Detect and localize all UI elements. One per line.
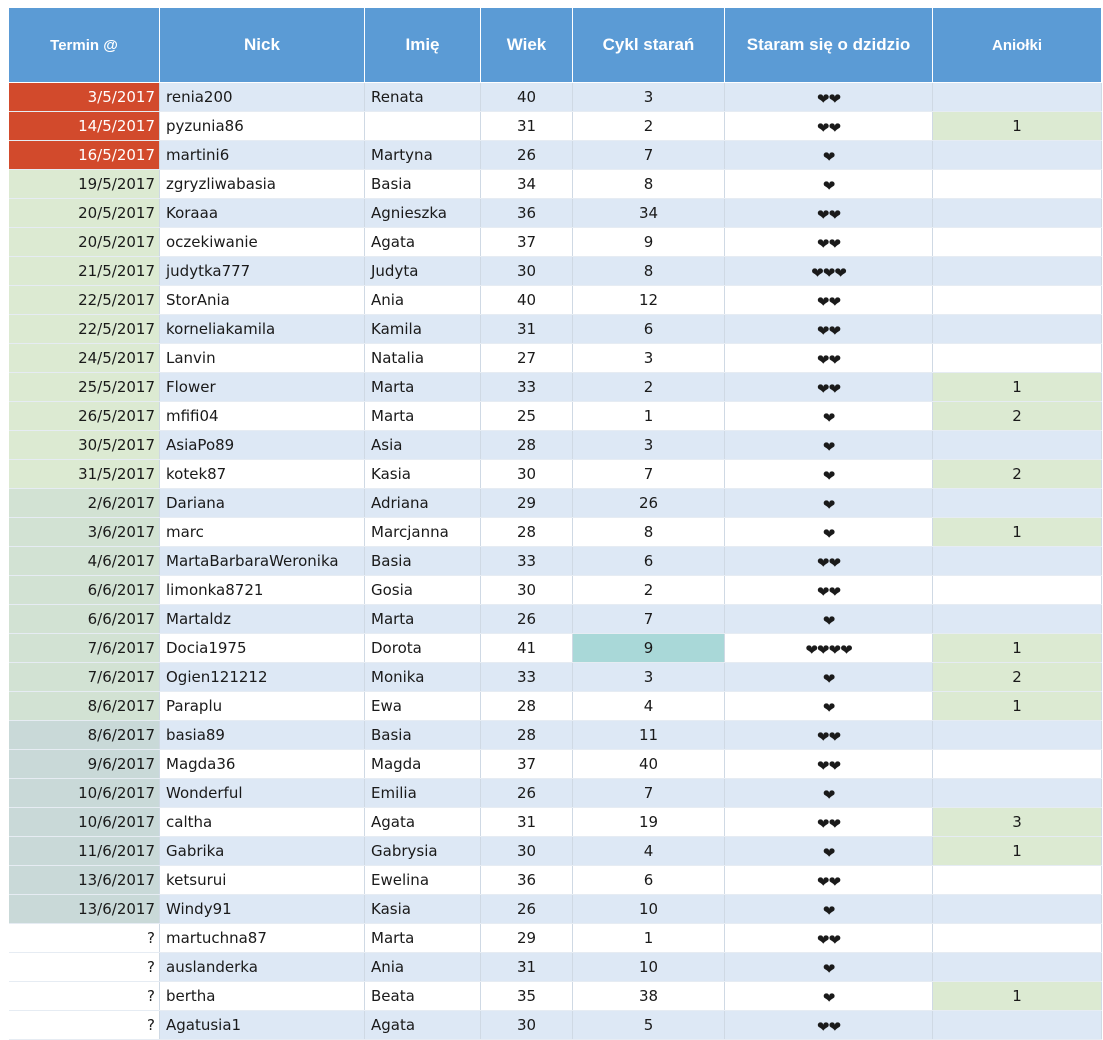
col-header-wiek: Wiek: [481, 8, 573, 83]
cykl-cell: 5: [573, 1011, 725, 1040]
cykl-cell: 6: [573, 547, 725, 576]
cykl-cell: 19: [573, 808, 725, 837]
table-row: [9, 199, 1102, 228]
table-row: [9, 808, 1102, 837]
imie-cell: Basia: [365, 721, 481, 750]
wiek-cell: 27: [481, 344, 573, 373]
aniolki-cell: [933, 141, 1102, 170]
termin-cell: 26/5/2017: [9, 402, 160, 431]
wiek-cell: 41: [481, 634, 573, 663]
wiek-cell: 30: [481, 1011, 573, 1040]
cykl-cell: 10: [573, 953, 725, 982]
cykl-cell: 2: [573, 112, 725, 141]
table-row: [9, 750, 1102, 779]
termin-cell: 19/5/2017: [9, 170, 160, 199]
cykl-cell: 38: [573, 982, 725, 1011]
nick-cell: martini6: [160, 141, 365, 170]
table-row: [9, 518, 1102, 547]
termin-cell: ?: [9, 1011, 160, 1040]
imie-cell: Kasia: [365, 460, 481, 489]
hearts-cell: ❤❤: [725, 547, 933, 576]
imie-cell: Kasia: [365, 895, 481, 924]
nick-cell: AsiaPo89: [160, 431, 365, 460]
table-row: [9, 837, 1102, 866]
hearts-cell: ❤❤: [725, 112, 933, 141]
wiek-cell: 33: [481, 547, 573, 576]
col-header-termin: Termin @: [9, 8, 160, 83]
termin-cell: 14/5/2017: [9, 112, 160, 141]
nick-cell: korneliakamila: [160, 315, 365, 344]
wiek-cell: 26: [481, 779, 573, 808]
imie-cell: Martyna: [365, 141, 481, 170]
nick-cell: Koraaa: [160, 199, 365, 228]
aniolki-cell: [933, 286, 1102, 315]
termin-cell: 7/6/2017: [9, 663, 160, 692]
wiek-cell: 28: [481, 431, 573, 460]
nick-cell: limonka8721: [160, 576, 365, 605]
wiek-cell: 36: [481, 199, 573, 228]
termin-cell: ?: [9, 953, 160, 982]
imie-cell: Gosia: [365, 576, 481, 605]
nick-cell: bertha: [160, 982, 365, 1011]
table-row: [9, 228, 1102, 257]
imie-cell: Agata: [365, 808, 481, 837]
cykl-cell: 3: [573, 431, 725, 460]
cykl-cell: 6: [573, 315, 725, 344]
hearts-cell: ❤: [725, 605, 933, 634]
imie-cell: Monika: [365, 663, 481, 692]
aniolki-cell: [933, 315, 1102, 344]
nick-cell: Agatusia1: [160, 1011, 365, 1040]
imie-cell: Marta: [365, 402, 481, 431]
table-row: [9, 286, 1102, 315]
aniolki-cell: 1: [933, 373, 1102, 402]
cykl-cell: 8: [573, 170, 725, 199]
nick-cell: ketsurui: [160, 866, 365, 895]
col-header-staram: Staram się o dzidzio: [725, 8, 933, 83]
wiek-cell: 33: [481, 663, 573, 692]
imie-cell: Emilia: [365, 779, 481, 808]
nick-cell: judytka777: [160, 257, 365, 286]
imie-cell: Natalia: [365, 344, 481, 373]
cykl-cell: 7: [573, 605, 725, 634]
termin-cell: 25/5/2017: [9, 373, 160, 402]
hearts-cell: ❤: [725, 953, 933, 982]
cykl-cell: 8: [573, 518, 725, 547]
nick-cell: basia89: [160, 721, 365, 750]
imie-cell: Judyta: [365, 257, 481, 286]
table-row: [9, 721, 1102, 750]
header-row: [9, 8, 1102, 83]
hearts-cell: ❤❤: [725, 199, 933, 228]
termin-cell: 13/6/2017: [9, 866, 160, 895]
cykl-cell: 26: [573, 489, 725, 518]
imie-cell: Agnieszka: [365, 199, 481, 228]
termin-cell: 22/5/2017: [9, 315, 160, 344]
cykl-cell: 10: [573, 895, 725, 924]
cykl-cell: 9: [573, 228, 725, 257]
termin-cell: 22/5/2017: [9, 286, 160, 315]
wiek-cell: 30: [481, 460, 573, 489]
termin-cell: 8/6/2017: [9, 692, 160, 721]
wiek-cell: 31: [481, 112, 573, 141]
imie-cell: Gabrysia: [365, 837, 481, 866]
table-row: [9, 489, 1102, 518]
termin-cell: 21/5/2017: [9, 257, 160, 286]
hearts-cell: ❤: [725, 431, 933, 460]
hearts-cell: ❤: [725, 141, 933, 170]
aniolki-cell: 2: [933, 460, 1102, 489]
aniolki-cell: [933, 779, 1102, 808]
hearts-cell: ❤: [725, 837, 933, 866]
table-row: [9, 373, 1102, 402]
imie-cell: Magda: [365, 750, 481, 779]
termin-cell: 30/5/2017: [9, 431, 160, 460]
nick-cell: Windy91: [160, 895, 365, 924]
wiek-cell: 35: [481, 982, 573, 1011]
nick-cell: mfifi04: [160, 402, 365, 431]
hearts-cell: ❤: [725, 663, 933, 692]
cykl-cell: 3: [573, 83, 725, 112]
wiek-cell: 26: [481, 605, 573, 634]
termin-cell: 9/6/2017: [9, 750, 160, 779]
imie-cell: Ewa: [365, 692, 481, 721]
termin-cell: 10/6/2017: [9, 779, 160, 808]
wiek-cell: 26: [481, 141, 573, 170]
imie-cell: Adriana: [365, 489, 481, 518]
aniolki-cell: [933, 83, 1102, 112]
table-row: [9, 953, 1102, 982]
nick-cell: Magda36: [160, 750, 365, 779]
col-header-aniolki: Aniołki: [933, 8, 1102, 83]
wiek-cell: 36: [481, 866, 573, 895]
termin-cell: 7/6/2017: [9, 634, 160, 663]
aniolki-cell: [933, 721, 1102, 750]
termin-cell: ?: [9, 924, 160, 953]
wiek-cell: 34: [481, 170, 573, 199]
wiek-cell: 33: [481, 373, 573, 402]
table-row: [9, 112, 1102, 141]
wiek-cell: 31: [481, 315, 573, 344]
imie-cell: Asia: [365, 431, 481, 460]
aniolki-cell: 2: [933, 402, 1102, 431]
wiek-cell: 28: [481, 692, 573, 721]
termin-cell: 10/6/2017: [9, 808, 160, 837]
cykl-cell: 1: [573, 924, 725, 953]
imie-cell: Kamila: [365, 315, 481, 344]
hearts-cell: ❤: [725, 518, 933, 547]
hearts-cell: ❤❤: [725, 1011, 933, 1040]
table-row: [9, 141, 1102, 170]
imie-cell: Dorota: [365, 634, 481, 663]
table-row: [9, 576, 1102, 605]
wiek-cell: 26: [481, 895, 573, 924]
col-header-imie: Imię: [365, 8, 481, 83]
aniolki-cell: [933, 431, 1102, 460]
imie-cell: Renata: [365, 83, 481, 112]
aniolki-cell: [933, 489, 1102, 518]
termin-cell: 3/6/2017: [9, 518, 160, 547]
cykl-cell: 4: [573, 837, 725, 866]
wiek-cell: 28: [481, 518, 573, 547]
aniolki-cell: 1: [933, 837, 1102, 866]
aniolki-cell: [933, 547, 1102, 576]
termin-cell: 4/6/2017: [9, 547, 160, 576]
cykl-cell: 1: [573, 402, 725, 431]
aniolki-cell: 2: [933, 663, 1102, 692]
table-row: [9, 692, 1102, 721]
wiek-cell: 30: [481, 837, 573, 866]
table-row: [9, 982, 1102, 1011]
termin-cell: 6/6/2017: [9, 605, 160, 634]
nick-cell: Gabrika: [160, 837, 365, 866]
nick-cell: caltha: [160, 808, 365, 837]
hearts-cell: ❤: [725, 489, 933, 518]
table-row: [9, 924, 1102, 953]
imie-cell: Marta: [365, 924, 481, 953]
aniolki-cell: 1: [933, 982, 1102, 1011]
termin-cell: 6/6/2017: [9, 576, 160, 605]
aniolki-cell: [933, 228, 1102, 257]
wiek-cell: 37: [481, 228, 573, 257]
table-row: [9, 431, 1102, 460]
table-row: [9, 257, 1102, 286]
cykl-cell: 3: [573, 344, 725, 373]
table-row: [9, 170, 1102, 199]
table-row: [9, 634, 1102, 663]
nick-cell: Martaldz: [160, 605, 365, 634]
wiek-cell: 29: [481, 489, 573, 518]
nick-cell: Ogien121212: [160, 663, 365, 692]
nick-cell: Docia1975: [160, 634, 365, 663]
termin-cell: 2/6/2017: [9, 489, 160, 518]
imie-cell: Agata: [365, 228, 481, 257]
cykl-cell: 2: [573, 576, 725, 605]
cykl-cell: 40: [573, 750, 725, 779]
table-row: [9, 663, 1102, 692]
col-header-nick: Nick: [160, 8, 365, 83]
table-row: [9, 1011, 1102, 1040]
aniolki-cell: [933, 257, 1102, 286]
nick-cell: Dariana: [160, 489, 365, 518]
termin-cell: 20/5/2017: [9, 228, 160, 257]
wiek-cell: 31: [481, 953, 573, 982]
cykl-cell: 7: [573, 141, 725, 170]
table-row: [9, 547, 1102, 576]
termin-cell: 11/6/2017: [9, 837, 160, 866]
nick-cell: martuchna87: [160, 924, 365, 953]
termin-cell: 16/5/2017: [9, 141, 160, 170]
aniolki-cell: [933, 750, 1102, 779]
wiek-cell: 31: [481, 808, 573, 837]
hearts-cell: ❤❤: [725, 315, 933, 344]
imie-cell: Ania: [365, 953, 481, 982]
aniolki-cell: [933, 199, 1102, 228]
hearts-cell: ❤❤: [725, 344, 933, 373]
imie-cell: Beata: [365, 982, 481, 1011]
participants-table: [8, 7, 1102, 1040]
aniolki-cell: 1: [933, 112, 1102, 141]
termin-cell: 31/5/2017: [9, 460, 160, 489]
cykl-cell: 3: [573, 663, 725, 692]
cykl-cell: 6: [573, 866, 725, 895]
table-row: [9, 402, 1102, 431]
hearts-cell: ❤❤: [725, 228, 933, 257]
termin-cell: 13/6/2017: [9, 895, 160, 924]
termin-cell: 8/6/2017: [9, 721, 160, 750]
table-row: [9, 344, 1102, 373]
nick-cell: renia200: [160, 83, 365, 112]
wiek-cell: 30: [481, 576, 573, 605]
imie-cell: Marta: [365, 373, 481, 402]
nick-cell: kotek87: [160, 460, 365, 489]
aniolki-cell: [933, 344, 1102, 373]
wiek-cell: 25: [481, 402, 573, 431]
col-header-cykl: Cykl starań: [573, 8, 725, 83]
cykl-cell: 2: [573, 373, 725, 402]
termin-cell: 3/5/2017: [9, 83, 160, 112]
cykl-cell: 11: [573, 721, 725, 750]
hearts-cell: ❤: [725, 402, 933, 431]
nick-cell: Paraplu: [160, 692, 365, 721]
aniolki-cell: [933, 170, 1102, 199]
nick-cell: zgryzliwabasia: [160, 170, 365, 199]
nick-cell: oczekiwanie: [160, 228, 365, 257]
imie-cell: Agata: [365, 1011, 481, 1040]
hearts-cell: ❤❤: [725, 808, 933, 837]
hearts-cell: ❤❤: [725, 83, 933, 112]
imie-cell: Marcjanna: [365, 518, 481, 547]
aniolki-cell: [933, 576, 1102, 605]
cykl-cell: 9: [573, 634, 725, 663]
hearts-cell: ❤: [725, 895, 933, 924]
aniolki-cell: [933, 953, 1102, 982]
cykl-cell: 8: [573, 257, 725, 286]
cykl-cell: 34: [573, 199, 725, 228]
cykl-cell: 7: [573, 460, 725, 489]
table-row: [9, 866, 1102, 895]
aniolki-cell: [933, 866, 1102, 895]
imie-cell: Basia: [365, 170, 481, 199]
nick-cell: Flower: [160, 373, 365, 402]
hearts-cell: ❤❤: [725, 576, 933, 605]
table-row: [9, 895, 1102, 924]
nick-cell: marc: [160, 518, 365, 547]
imie-cell: Ania: [365, 286, 481, 315]
aniolki-cell: 1: [933, 634, 1102, 663]
imie-cell: Basia: [365, 547, 481, 576]
hearts-cell: ❤: [725, 982, 933, 1011]
cykl-cell: 7: [573, 779, 725, 808]
aniolki-cell: 1: [933, 692, 1102, 721]
table-row: [9, 315, 1102, 344]
table-row: [9, 605, 1102, 634]
nick-cell: Wonderful: [160, 779, 365, 808]
hearts-cell: ❤❤: [725, 750, 933, 779]
hearts-cell: ❤: [725, 460, 933, 489]
hearts-cell: ❤❤: [725, 721, 933, 750]
wiek-cell: 40: [481, 286, 573, 315]
termin-cell: ?: [9, 982, 160, 1011]
hearts-cell: ❤: [725, 779, 933, 808]
hearts-cell: ❤: [725, 170, 933, 199]
aniolki-cell: 3: [933, 808, 1102, 837]
table-row: [9, 779, 1102, 808]
aniolki-cell: [933, 895, 1102, 924]
termin-cell: 24/5/2017: [9, 344, 160, 373]
nick-cell: StorAnia: [160, 286, 365, 315]
nick-cell: auslanderka: [160, 953, 365, 982]
hearts-cell: ❤❤: [725, 286, 933, 315]
hearts-cell: ❤❤: [725, 866, 933, 895]
wiek-cell: 29: [481, 924, 573, 953]
nick-cell: Lanvin: [160, 344, 365, 373]
imie-cell: [365, 112, 481, 141]
table-row: [9, 460, 1102, 489]
aniolki-cell: 1: [933, 518, 1102, 547]
table-row: [9, 83, 1102, 112]
aniolki-cell: [933, 605, 1102, 634]
nick-cell: pyzunia86: [160, 112, 365, 141]
wiek-cell: 28: [481, 721, 573, 750]
cykl-cell: 4: [573, 692, 725, 721]
wiek-cell: 30: [481, 257, 573, 286]
hearts-cell: ❤❤: [725, 924, 933, 953]
cykl-cell: 12: [573, 286, 725, 315]
wiek-cell: 37: [481, 750, 573, 779]
hearts-cell: ❤❤❤: [725, 257, 933, 286]
wiek-cell: 40: [481, 83, 573, 112]
hearts-cell: ❤: [725, 692, 933, 721]
aniolki-cell: [933, 1011, 1102, 1040]
imie-cell: Ewelina: [365, 866, 481, 895]
aniolki-cell: [933, 924, 1102, 953]
imie-cell: Marta: [365, 605, 481, 634]
nick-cell: MartaBarbaraWeronika: [160, 547, 365, 576]
hearts-cell: ❤❤❤❤: [725, 634, 933, 663]
hearts-cell: ❤❤: [725, 373, 933, 402]
termin-cell: 20/5/2017: [9, 199, 160, 228]
